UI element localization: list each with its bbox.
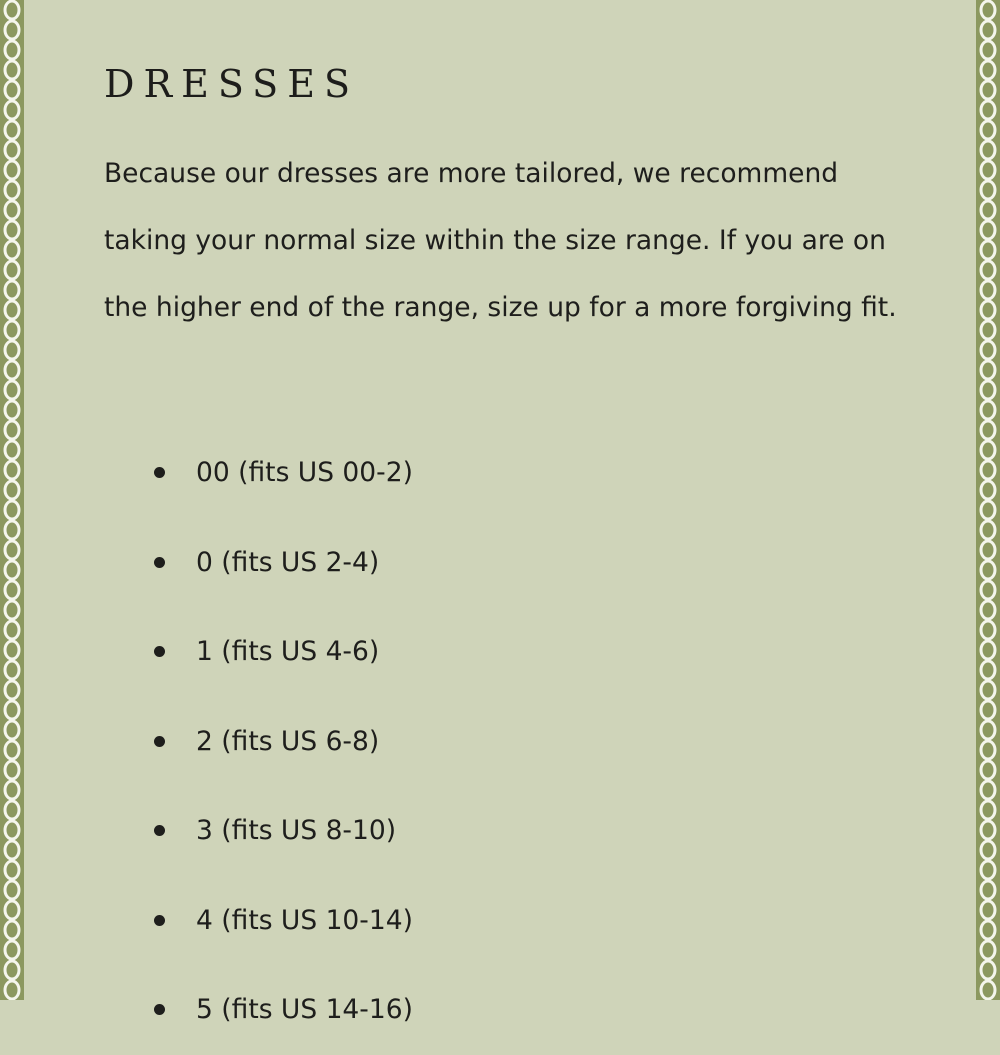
left-decorative-border	[0, 0, 24, 1000]
size-list	[104, 428, 413, 1055]
size-item-4	[104, 876, 413, 966]
bullet-icon	[154, 736, 165, 747]
size-label: 4 (fits US 10-14)	[196, 904, 413, 936]
size-label: 1 (fits US 4-6)	[196, 636, 380, 667]
size-guide-panel	[24, 0, 976, 1025]
bullet-icon	[154, 646, 165, 657]
size-label: 0 (fits US 2-4)	[196, 546, 380, 578]
size-item-2	[104, 697, 413, 787]
right-chain-pattern	[976, 0, 1000, 1000]
section-title: DRESSES	[104, 62, 359, 106]
bullet-icon	[154, 1004, 165, 1015]
size-item-3	[104, 786, 413, 876]
size-label: 2 (fits US 6-8)	[196, 725, 380, 757]
left-chain-pattern	[0, 0, 24, 1000]
size-label: 00 (fits US 00-2)	[196, 457, 413, 488]
size-label: 5 (fits US 14-16)	[196, 994, 413, 1025]
bullet-icon	[154, 467, 165, 478]
bullet-icon	[154, 915, 165, 926]
right-decorative-border	[976, 0, 1000, 1000]
size-item-1	[104, 607, 413, 697]
size-item-0	[104, 518, 413, 608]
size-label: 3 (fits US 8-10)	[196, 815, 397, 846]
bullet-icon	[154, 557, 165, 568]
sizing-recommendation-text: Because our dresses are more tailored, we recommend taking your normal size within the size range. If you are on the higher end of the range, size up for a more forgiving fit.	[104, 158, 897, 323]
bullet-icon	[154, 825, 165, 836]
size-item-00	[104, 428, 413, 518]
size-item-5	[104, 965, 413, 1055]
